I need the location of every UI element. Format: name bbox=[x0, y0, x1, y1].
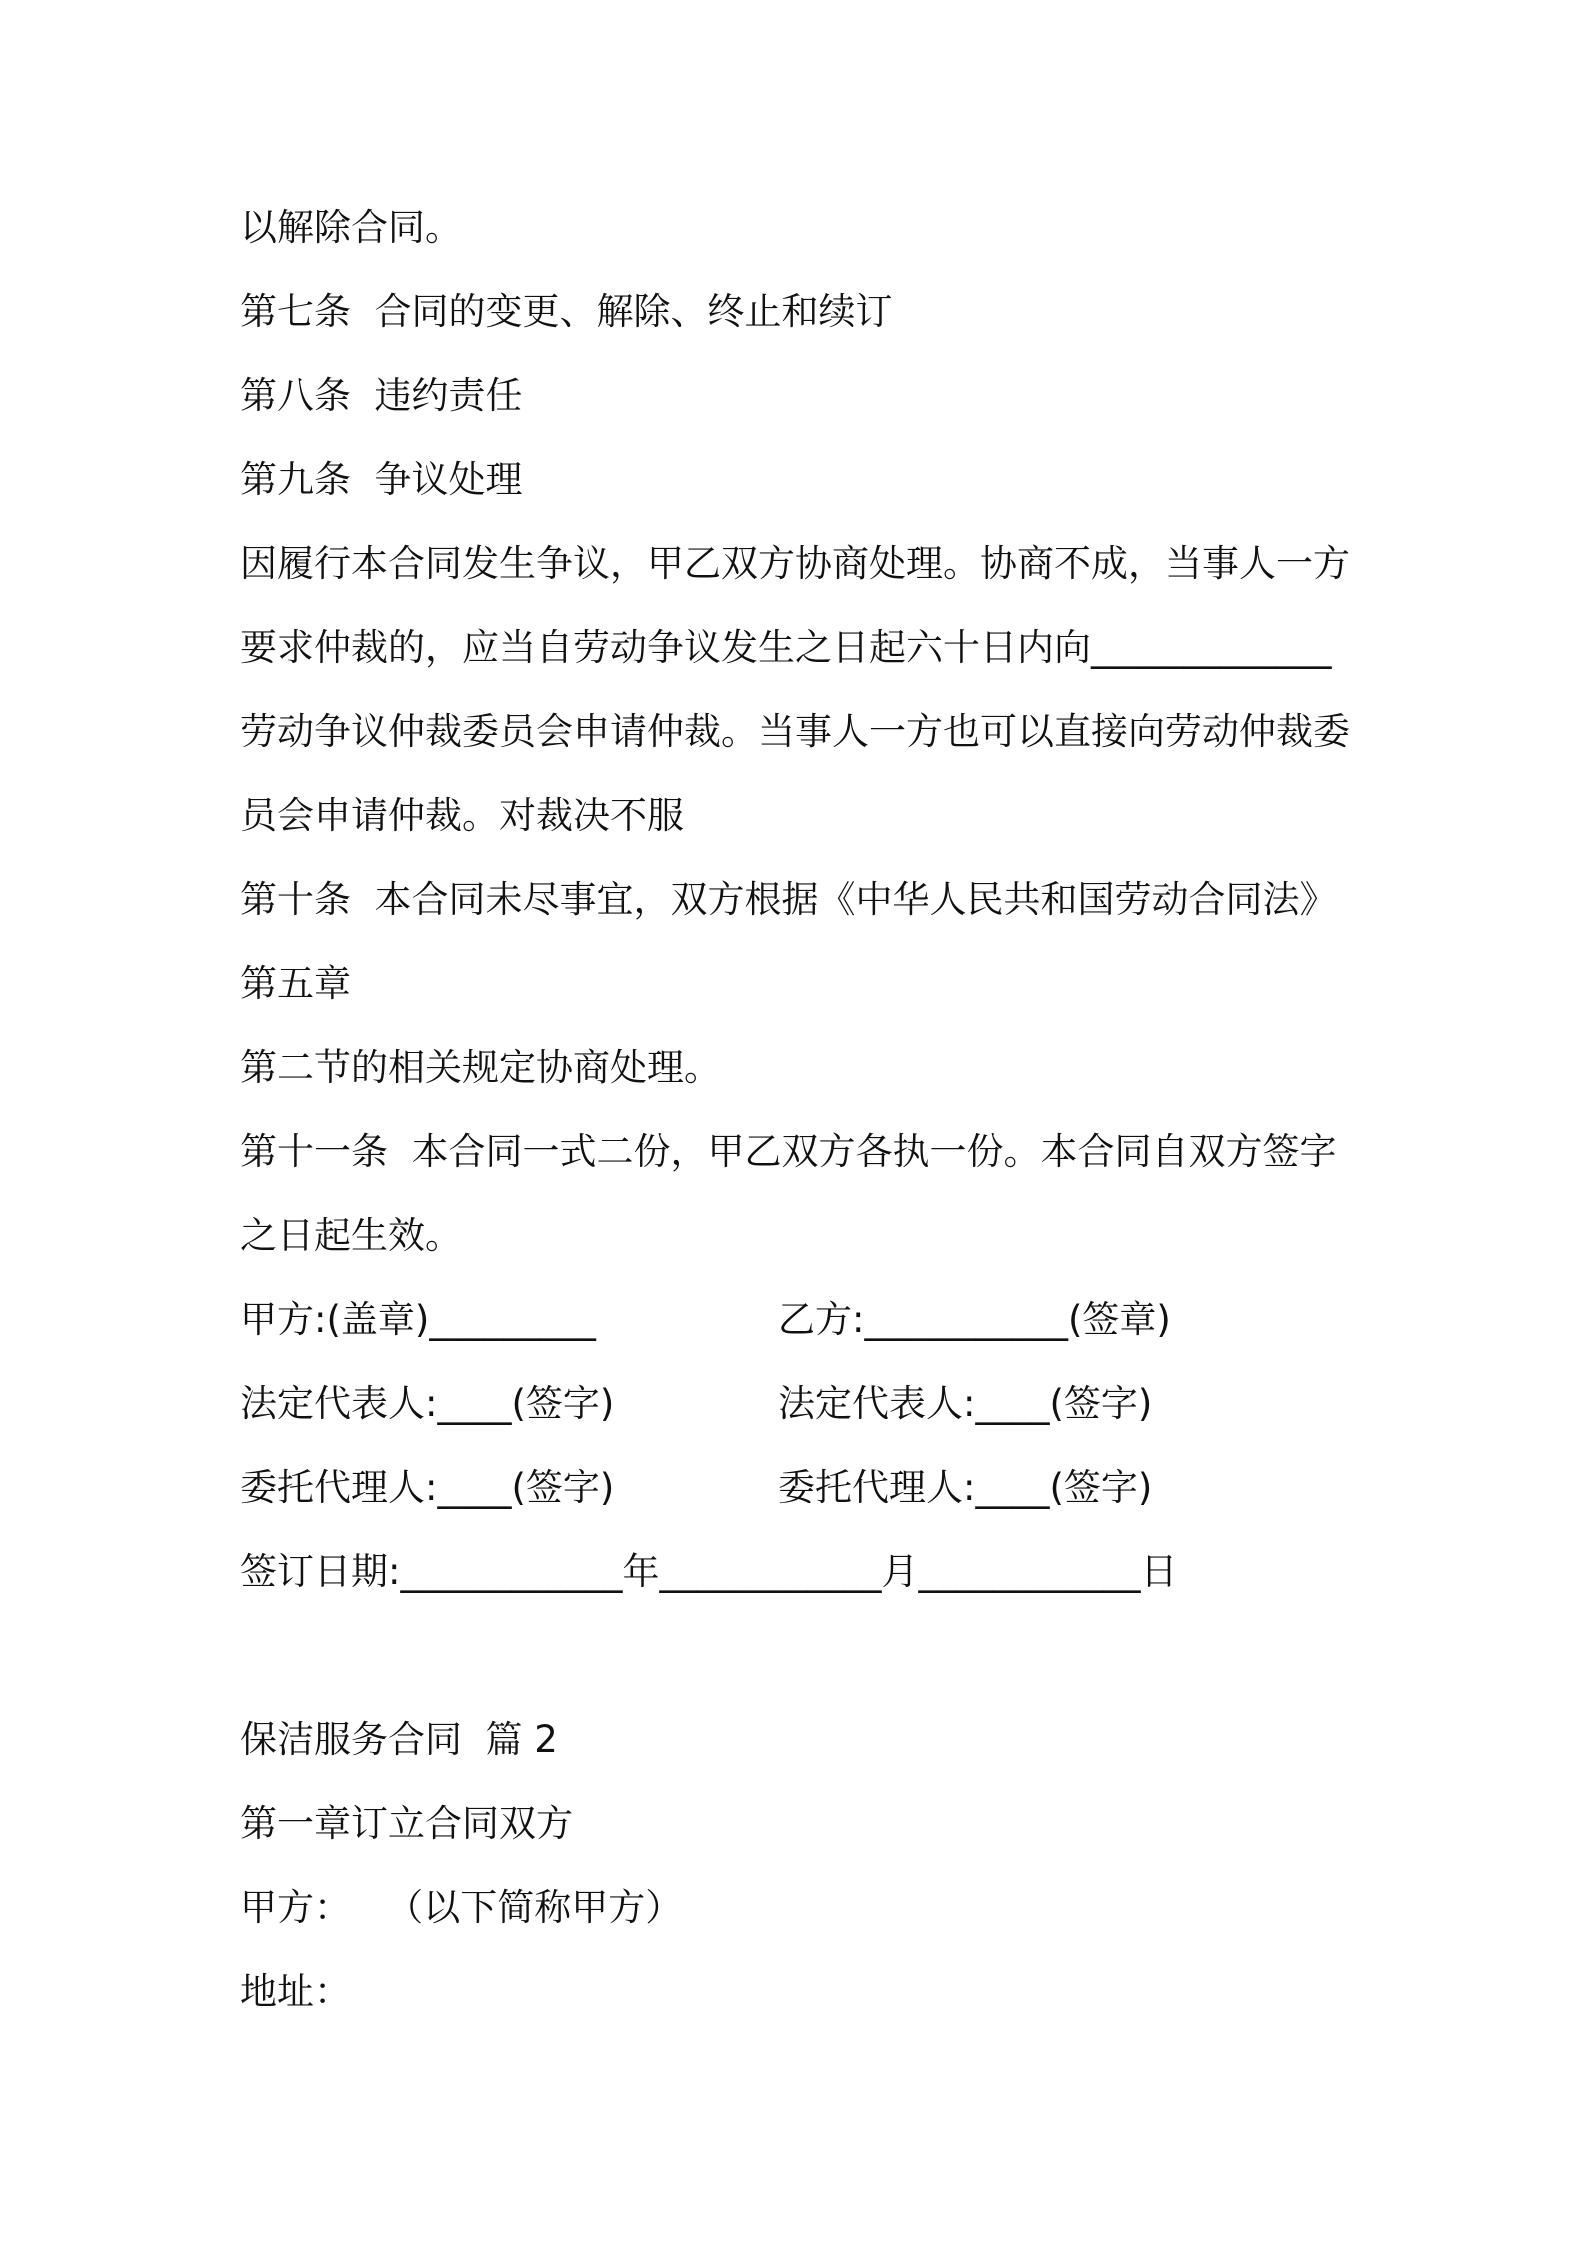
agent-a-line: 委托代理人:____(签字) bbox=[240, 1466, 615, 1509]
article-10-text: 第十条 本合同未尽事宜，双方根据《中华人民共和国劳动合同法》 bbox=[240, 878, 1337, 921]
party-b-seal-line: 乙方:___________(签章) bbox=[778, 1298, 1171, 1341]
contract-2-chapter-1: 第一章订立合同双方 bbox=[240, 1802, 573, 1845]
legal-rep-a-line: 法定代表人:____(签字) bbox=[240, 1382, 615, 1425]
legal-rep-b-line: 法定代表人:____(签字) bbox=[778, 1382, 1153, 1425]
contract-2-party-a: 甲方： （以下简称甲方） bbox=[240, 1886, 683, 1929]
dispute-text-line-3: 劳动争议仲裁委员会申请仲裁。当事人一方也可以直接向劳动仲裁委 bbox=[240, 710, 1350, 753]
chapter-5-heading: 第五章 bbox=[240, 962, 351, 1005]
article-11-line-1: 第十一条 本合同一式二份，甲乙双方各执一份。本合同自双方签字 bbox=[240, 1130, 1337, 1173]
dispute-text-line-2: 要求仲裁的，应当自劳动争议发生之日起六十日内向_____________ bbox=[240, 626, 1332, 669]
party-a-seal-line: 甲方:(盖章)_________ bbox=[240, 1298, 596, 1341]
agent-b-line: 委托代理人:____(签字) bbox=[778, 1466, 1153, 1509]
article-8-heading: 第八条 违约责任 bbox=[240, 374, 523, 417]
dispute-text-line-4: 员会申请仲裁。对裁决不服 bbox=[240, 794, 684, 837]
sign-date-line: 签订日期:____________年____________月____________日 bbox=[240, 1550, 1178, 1593]
article-11-line-2: 之日起生效。 bbox=[240, 1214, 462, 1257]
article-7-heading: 第七条 合同的变更、解除、终止和续订 bbox=[240, 290, 893, 333]
section-2-text: 第二节的相关规定协商处理。 bbox=[240, 1046, 721, 1089]
contract-2-title: 保洁服务合同 篇 2 bbox=[240, 1718, 558, 1761]
contract-2-address: 地址： bbox=[240, 1970, 351, 2013]
article-9-heading: 第九条 争议处理 bbox=[240, 458, 523, 501]
dispute-text-line-1: 因履行本合同发生争议，甲乙双方协商处理。协商不成，当事人一方 bbox=[240, 542, 1350, 585]
paragraph-end: 以解除合同。 bbox=[240, 206, 462, 249]
